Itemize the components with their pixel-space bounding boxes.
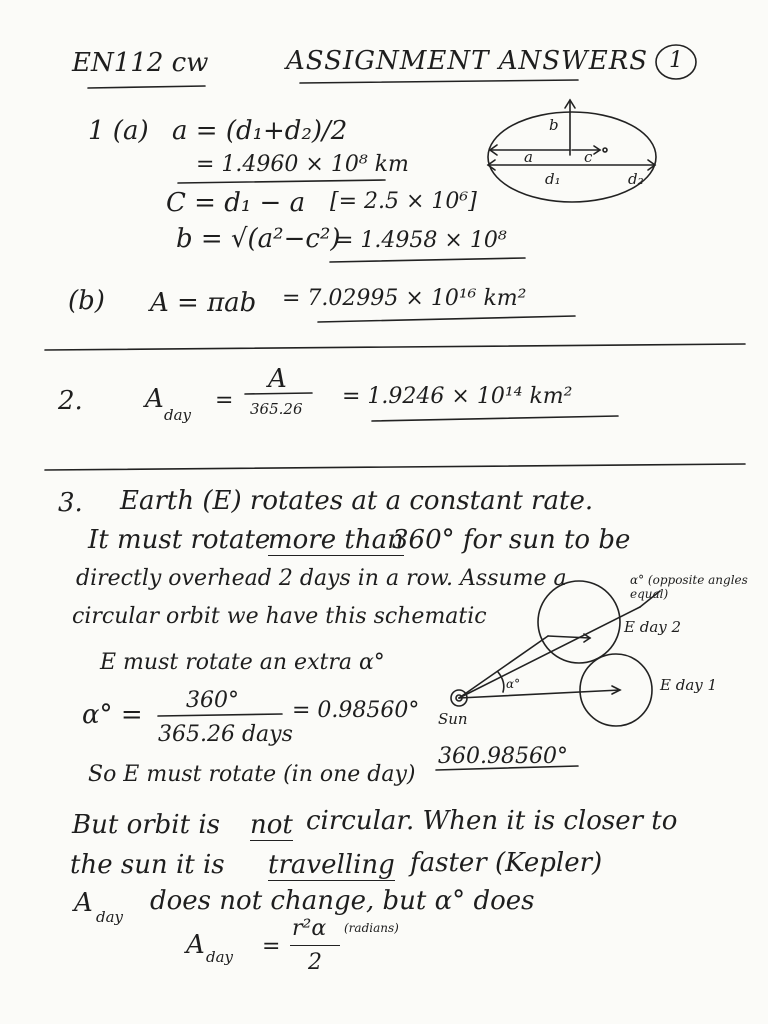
aday-line-lhs: A (74, 888, 93, 918)
sun-earth-day1-line (459, 690, 620, 698)
q1-b-equation: b = √(a²−c²) (176, 224, 341, 254)
diagram-b-label: b (549, 116, 559, 134)
diagram-d2-label: d₂ (628, 170, 644, 188)
final-fraction-bar (290, 945, 340, 946)
q1-area-equation: A = πab (150, 288, 257, 318)
q3-line-1: Earth (E) rotates at a constant rate. (120, 486, 594, 516)
diagram-a-label: a (524, 148, 533, 166)
q3-line-4: circular orbit we have this schematic (72, 604, 487, 629)
q2-value: = 1.9246 × 10¹⁴ km² (342, 384, 573, 409)
diagram-d1-label: d₁ (545, 170, 561, 188)
q3-label: 3. (58, 488, 83, 518)
diagram-c-label: c (584, 148, 593, 166)
section-rule-2 (45, 464, 745, 470)
q2-lhs-subscript: day (164, 406, 192, 424)
diagram-earth-day1-label: E day 1 (660, 676, 718, 694)
q2-numerator: A (268, 364, 287, 394)
focus-dot (603, 148, 607, 152)
page-title: ASSIGNMENT ANSWERS (286, 46, 649, 76)
q1-area-value: = 7.02995 × 10¹⁶ km² (282, 286, 527, 311)
orbit-ellipse (488, 112, 656, 202)
final-equals: = (262, 934, 281, 959)
but-line-underlined: not (250, 810, 293, 840)
sun-line-start: the sun it is (70, 850, 225, 880)
page-number: 1 (669, 48, 683, 73)
q1-a-value: = 1.4960 × 10⁸ km (196, 152, 409, 177)
q2-equals: = (215, 388, 234, 413)
final-numerator: r²α (292, 916, 327, 941)
q1-c-equation: C = d₁ − a (166, 188, 306, 218)
q3-line-5: E must rotate an extra α° (100, 650, 385, 675)
diagram-earth-day2-label: E day 2 (624, 618, 682, 636)
final-lhs-subscript: day (206, 948, 234, 966)
alpha-denominator: 365.26 days (158, 722, 293, 747)
but-line-end: circular. When it is closer to (306, 806, 678, 836)
earth-day2-circle (538, 581, 620, 663)
final-denominator: 2 (308, 950, 322, 975)
course-code: EN112 cw (72, 48, 209, 78)
header-underline-left (88, 86, 205, 88)
q1-a-equation: a = (d₁+d₂)/2 (172, 116, 348, 146)
sun-line-underlined: travelling (268, 850, 395, 880)
so-value: 360.98560° (438, 744, 568, 769)
orbit-schematic (451, 581, 660, 726)
q3-line-2-end: 360° for sun to be (392, 525, 631, 555)
alpha-value: = 0.98560° (292, 698, 420, 723)
q3-line-3: directly overhead 2 days in a row. Assume a (76, 566, 567, 591)
final-radians-note: (radians) (344, 921, 399, 935)
q2-label: 2. (58, 386, 83, 416)
q1-c-value: [= 2.5 × 10⁶] (330, 189, 477, 214)
q3-line-2-underlined: more than (268, 525, 404, 555)
q1-b-value: = 1.4958 × 10⁸ (335, 228, 507, 253)
alpha-lhs: α° = (82, 700, 143, 730)
q2-lhs: A (145, 384, 164, 414)
diagram-opposite-angles-note: α° (opposite angles equal) (630, 573, 748, 601)
alpha-arc (498, 672, 504, 692)
aday-line-rest: does not change, but α° does (150, 886, 535, 916)
diagram-sun-label: Sun (438, 710, 468, 728)
sun-line-end: faster (Kepler) (410, 848, 603, 878)
q1-label: 1 (a) (88, 116, 149, 146)
q1-b-label: (b) (68, 286, 105, 316)
aday-line-subscript: day (96, 908, 124, 926)
q3-line-2-start: It must rotate (88, 525, 271, 555)
diagram-alpha-label: α° (506, 677, 521, 691)
but-line-start: But orbit is (72, 810, 220, 840)
header-underline-right (300, 80, 578, 83)
q2-denominator: 365.26 (250, 400, 303, 418)
final-lhs: A (186, 930, 205, 960)
section-rule-1 (45, 344, 745, 350)
so-line: So E must rotate (in one day) (88, 762, 416, 787)
alpha-numerator: 360° (186, 688, 239, 713)
